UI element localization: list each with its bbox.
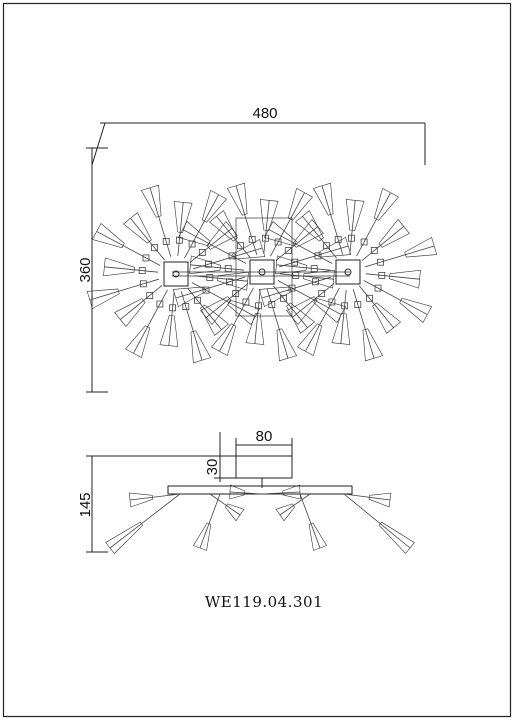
shade bbox=[288, 188, 312, 220]
burst-1 bbox=[87, 185, 265, 363]
side-arm-6 bbox=[262, 485, 300, 499]
shade bbox=[191, 331, 211, 363]
shade bbox=[314, 298, 346, 322]
shade bbox=[178, 222, 210, 246]
shade bbox=[212, 324, 236, 356]
base-height-dimension bbox=[204, 432, 236, 482]
side-lamp-arms bbox=[106, 485, 415, 554]
width-dimension-label: 480 bbox=[252, 105, 278, 122]
shade bbox=[374, 188, 398, 220]
height-dimension-label: 360 bbox=[77, 257, 94, 283]
rod bbox=[178, 202, 183, 256]
rod bbox=[264, 200, 269, 254]
base-width-label: 80 bbox=[255, 428, 273, 445]
base-height-label: 30 bbox=[204, 458, 221, 476]
rod bbox=[341, 290, 346, 344]
total-height-label: 145 bbox=[77, 492, 94, 518]
rod bbox=[97, 231, 160, 265]
shade bbox=[126, 326, 150, 358]
rod bbox=[364, 281, 427, 315]
side-arm-7 bbox=[300, 494, 327, 550]
rod bbox=[357, 193, 391, 256]
rod bbox=[120, 285, 162, 319]
shade bbox=[298, 324, 322, 356]
rod bbox=[292, 283, 334, 317]
rod bbox=[104, 267, 158, 272]
shade bbox=[92, 224, 124, 248]
rod bbox=[130, 218, 164, 260]
rod bbox=[219, 288, 253, 351]
rod bbox=[255, 290, 260, 344]
rod bbox=[185, 195, 219, 258]
rod bbox=[366, 274, 420, 279]
lamp-bursts bbox=[87, 183, 437, 363]
side-view bbox=[77, 428, 414, 554]
shade bbox=[405, 237, 437, 257]
hub-left bbox=[164, 262, 188, 286]
shade bbox=[202, 190, 226, 222]
rod bbox=[305, 288, 339, 351]
shade bbox=[363, 329, 383, 361]
width-dimension bbox=[92, 105, 425, 165]
model-code: WE119.04.301 bbox=[204, 593, 324, 611]
rod bbox=[169, 292, 174, 346]
shade bbox=[264, 222, 296, 246]
rod bbox=[359, 286, 393, 328]
shade bbox=[313, 183, 333, 215]
rod bbox=[276, 265, 330, 270]
ceiling-canopy bbox=[236, 456, 292, 478]
shade bbox=[228, 300, 260, 324]
height-dimension bbox=[77, 148, 108, 392]
rod bbox=[276, 226, 318, 260]
rod bbox=[362, 226, 404, 260]
shade bbox=[227, 183, 247, 215]
rod bbox=[350, 200, 355, 254]
top-view bbox=[77, 105, 437, 392]
rod bbox=[271, 193, 305, 256]
rod bbox=[133, 290, 167, 353]
side-arm-3 bbox=[193, 494, 220, 550]
rod bbox=[206, 283, 248, 317]
shade bbox=[141, 185, 161, 217]
base-width-dimension bbox=[236, 428, 292, 456]
side-arm-5 bbox=[230, 485, 262, 499]
shade bbox=[277, 329, 297, 361]
mount-bar bbox=[168, 486, 352, 494]
shade bbox=[400, 298, 432, 322]
